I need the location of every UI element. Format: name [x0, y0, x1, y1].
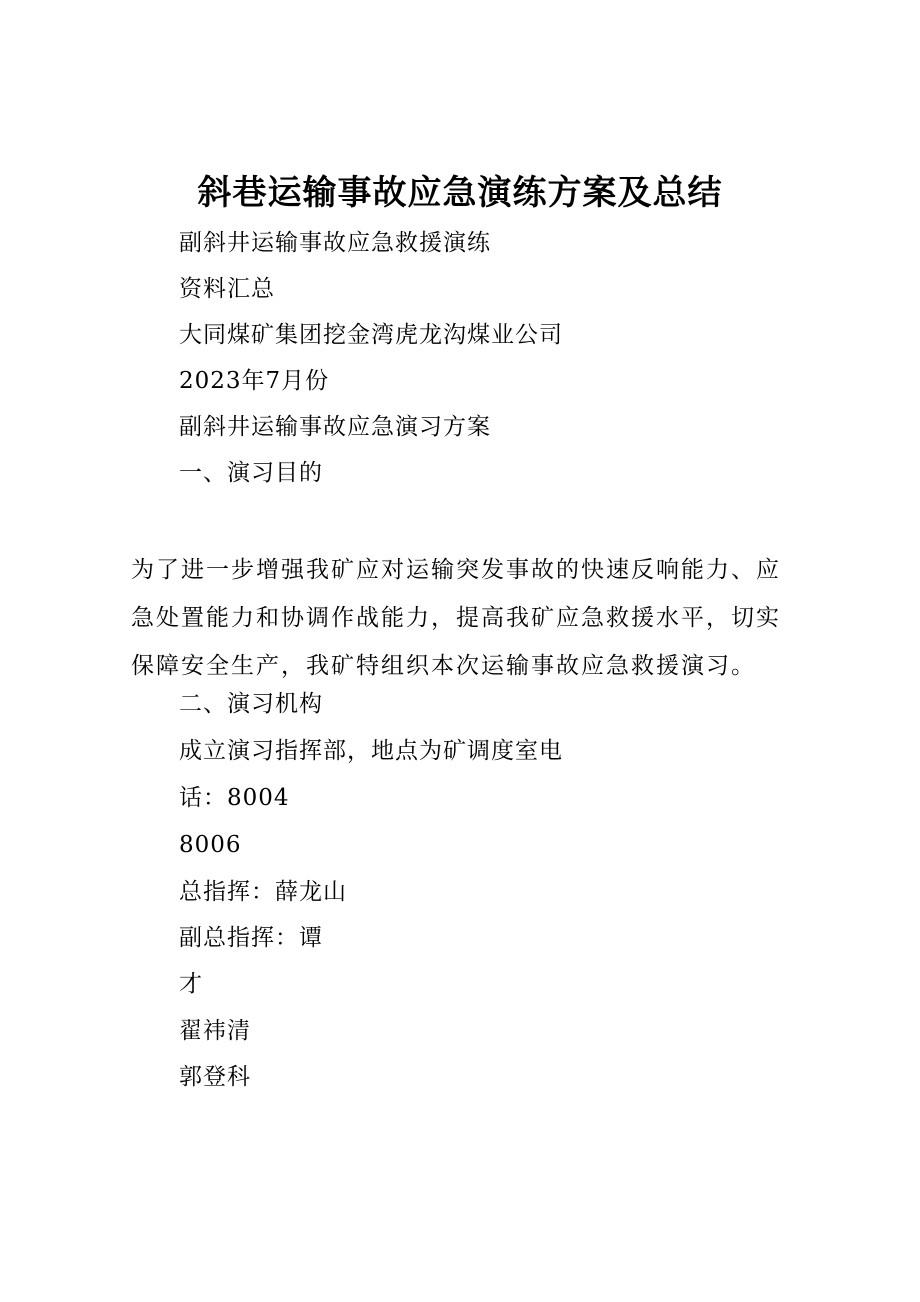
phone-line: 话：8004 — [179, 785, 290, 811]
command-post-line: 成立演习指挥部，地点为矿调度室电 — [179, 738, 563, 764]
subtitle-line-drill: 副斜井运输事故应急救援演练 — [179, 230, 491, 256]
subtitle-line-compilation: 资料汇总 — [179, 276, 275, 302]
section1-heading: 一、演习目的 — [179, 460, 323, 486]
section1-paragraph: 为了进一步增强我矿应对运输突发事故的快速反响能力、应急处置能力和协调作战能力，提高我矿应急救援水平，切实保障安全生产，我矿特组织本次运输事故应急救援演习。 — [131, 557, 781, 679]
deputy-name-continued: 才 — [179, 971, 203, 997]
member-name-1: 翟祎清 — [179, 1018, 251, 1044]
member-name-2: 郭登科 — [179, 1064, 251, 1090]
section2-heading: 二、演习机构 — [179, 691, 323, 717]
company-name: 大同煤矿集团挖金湾虎龙沟煤业公司 — [179, 322, 563, 348]
document-title: 斜巷运输事故应急演练方案及总结 — [197, 173, 723, 213]
phone-line-2: 8006 — [179, 832, 242, 858]
document-date: 2023年7月份 — [179, 368, 330, 394]
deputy-commander-line: 副总指挥：谭 — [179, 925, 323, 951]
commander-line: 总指挥：薛龙山 — [179, 879, 347, 905]
plan-title: 副斜井运输事故应急演习方案 — [179, 414, 491, 440]
